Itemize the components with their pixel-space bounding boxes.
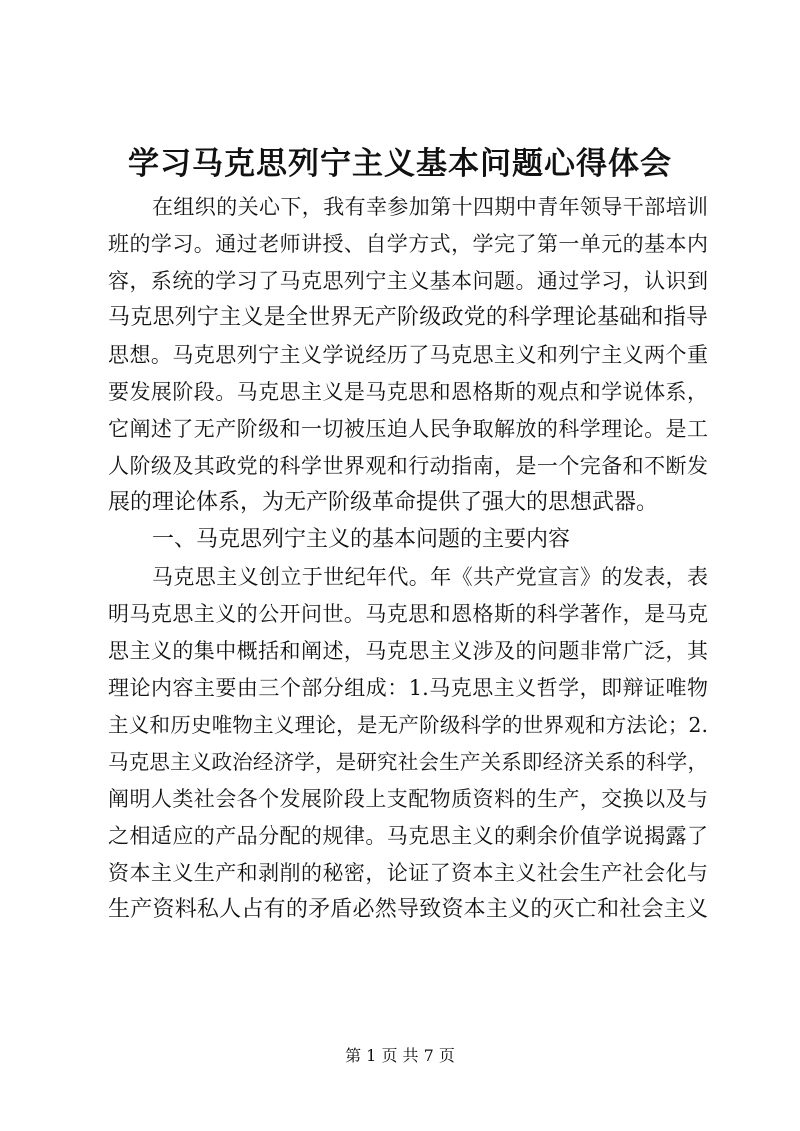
- text-line: 人阶级及其政党的科学世界观和行动指南，是一个完备和不断发: [108, 454, 708, 478]
- text-line: 要发展阶段。马克思主义是马克思和恩格斯的观点和学说体系，: [108, 380, 708, 404]
- text-line: 马克思列宁主义是全世界无产阶级政党的科学理论基础和指导: [108, 305, 708, 330]
- text-line: 阐明人类社会各个发展阶段上支配物质资料的生产，交换以及与: [108, 787, 708, 811]
- text-line: 明马克思主义的公开问世。马克思和恩格斯的科学著作，是马克: [108, 602, 708, 626]
- text-line: 在组织的关心下，我有幸参加第十四期中青年领导干部培训: [152, 195, 708, 219]
- text-line: 展的理论体系，为无产阶级革命提供了强大的思想武器。: [108, 490, 659, 515]
- text-line: 思主义的集中概括和阐述，马克思主义涉及的问题非常广泛，其: [108, 639, 708, 663]
- text-line: 之相适应的产品分配的规律。马克思主义的剩余价值学说揭露了: [108, 824, 708, 848]
- document-title: 学习马克思列宁主义基本问题心得体会: [128, 146, 672, 182]
- text-line: 主义和历史唯物主义理论，是无产阶级科学的世界观和方法论；2.: [108, 713, 708, 737]
- section-heading: 一、马克思列宁主义的基本问题的主要内容: [152, 527, 571, 552]
- text-line: 容，系统的学习了马克思列宁主义基本问题。通过学习，认识到: [108, 269, 708, 293]
- text-line: 资本主义生产和剥削的秘密，论证了资本主义社会生产社会化与: [108, 861, 708, 885]
- text-line: 马克思主义创立于世纪年代。年《共产党宣言》的发表，表: [152, 565, 708, 589]
- text-line: 马克思主义政治经济学，是研究社会生产关系即经济关系的科学，: [108, 750, 708, 774]
- text-line: 班的学习。通过老师讲授、自学方式，学完了第一单元的基本内: [108, 232, 708, 256]
- text-line: 它阐述了无产阶级和一切被压迫人民争取解放的科学理论。是工: [108, 417, 708, 441]
- text-line: 生产资料私人占有的矛盾必然导致资本主义的灭亡和社会主义: [108, 897, 708, 922]
- text-line: 理论内容主要由三个部分组成：1.马克思主义哲学，即辩证唯物: [108, 676, 708, 700]
- page-number-footer: 第 1 页 共 7 页: [345, 1046, 455, 1065]
- text-line: 思想。马克思列宁主义学说经历了马克思主义和列宁主义两个重: [108, 343, 708, 367]
